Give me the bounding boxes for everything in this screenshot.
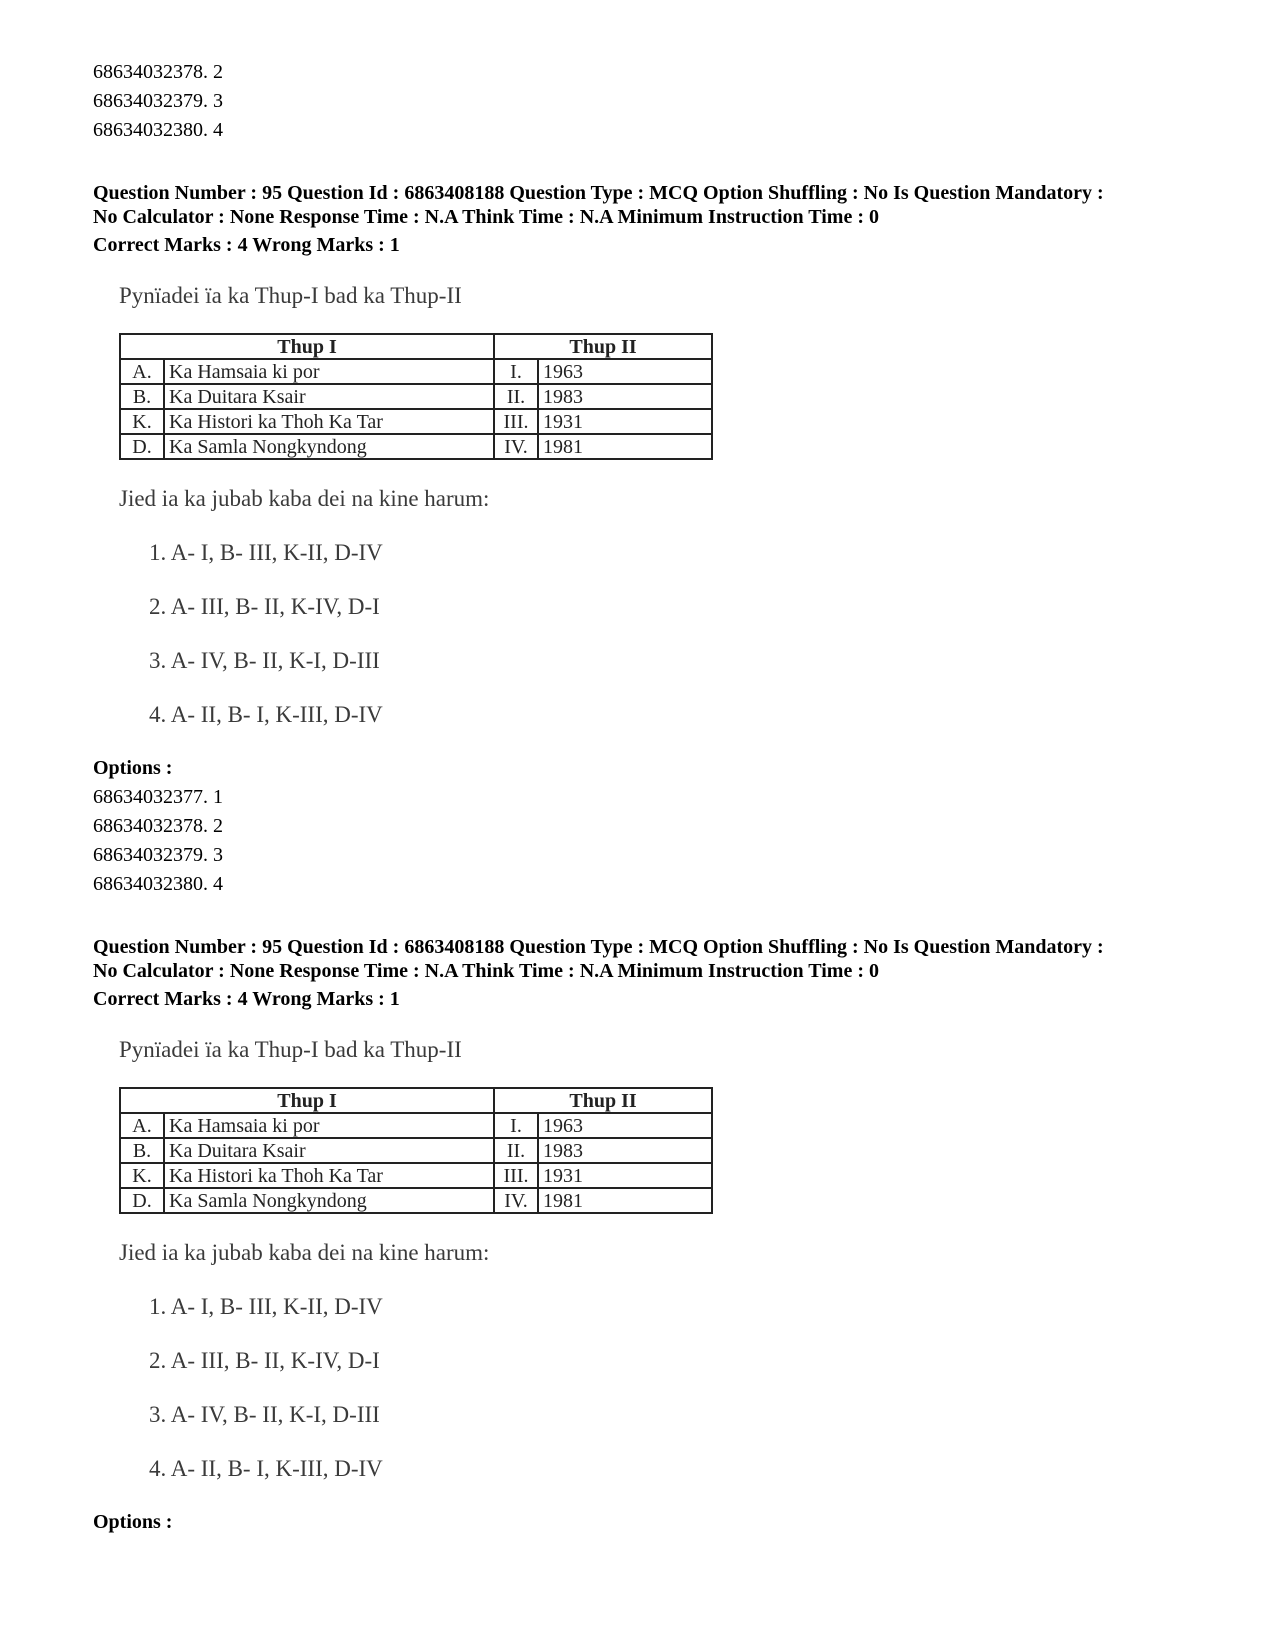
match-table: [119, 333, 713, 460]
row-roman: IV.: [494, 434, 538, 459]
match-table: [119, 1087, 713, 1214]
row-name: Ka Hamsaia ki por: [164, 1113, 494, 1138]
row-label: B.: [120, 384, 164, 409]
row-label: B.: [120, 1138, 164, 1163]
row-label: A.: [120, 1113, 164, 1138]
answer-choice: 3. A- IV, B- II, K-I, D-III: [149, 1402, 380, 1427]
row-year: 1931: [538, 1163, 712, 1188]
row-name: Ka Samla Nongkyndong: [164, 434, 494, 459]
table-row: [120, 359, 712, 384]
question-meta-line-1: Question Number : 95 Question Id : 6863408188 Question Type : MCQ Option Shuffling : No Is Question Mandatory :: [93, 182, 1104, 204]
row-label: D.: [120, 1188, 164, 1213]
table-row: [120, 1163, 712, 1188]
option-line: 68634032380. 4: [93, 873, 223, 895]
row-roman: I.: [494, 359, 538, 384]
col2-header: Thup II: [494, 334, 712, 359]
row-year: 1963: [538, 1113, 712, 1138]
row-roman: IV.: [494, 1188, 538, 1213]
answer-choice: 1. A- I, B- III, K-II, D-IV: [149, 1294, 383, 1319]
row-name: Ka Histori ka Thoh Ka Tar: [164, 1163, 494, 1188]
options-heading: Options :: [93, 757, 173, 779]
answer-choice: 3. A- IV, B- II, K-I, D-III: [149, 648, 380, 673]
question-instruction: Jied ia ka jubab kaba dei na kine harum:: [119, 486, 490, 511]
row-name: Ka Samla Nongkyndong: [164, 1188, 494, 1213]
question-meta-line-1: Question Number : 95 Question Id : 6863408188 Question Type : MCQ Option Shuffling : No Is Question Mandatory :: [93, 936, 1104, 958]
question-meta-line-2: No Calculator : None Response Time : N.A Think Time : N.A Minimum Instruction Time : 0: [93, 206, 879, 228]
top-options: [93, 58, 1213, 145]
answer-choice: 1. A- I, B- III, K-II, D-IV: [149, 540, 383, 565]
row-year: 1981: [538, 1188, 712, 1213]
row-label: K.: [120, 409, 164, 434]
option-line: 68634032379. 3: [93, 90, 223, 112]
option-line: 68634032377. 1: [93, 786, 223, 808]
row-roman: III.: [494, 1163, 538, 1188]
row-label: A.: [120, 359, 164, 384]
table-row: [120, 1188, 712, 1213]
table-row: [120, 384, 712, 409]
row-year: 1981: [538, 434, 712, 459]
answer-choice: 4. A- II, B- I, K-III, D-IV: [149, 1456, 383, 1481]
row-name: Ka Hamsaia ki por: [164, 359, 494, 384]
question-instruction: Jied ia ka jubab kaba dei na kine harum:: [119, 1240, 490, 1265]
row-year: 1963: [538, 359, 712, 384]
answer-choice: 2. A- III, B- II, K-IV, D-I: [149, 594, 380, 619]
question-marks: Correct Marks : 4 Wrong Marks : 1: [93, 234, 400, 256]
question-image: [119, 1035, 1213, 1484]
question-meta-line-2: No Calculator : None Response Time : N.A Think Time : N.A Minimum Instruction Time : 0: [93, 960, 879, 982]
question-block-1: [93, 181, 1213, 899]
option-line: 68634032378. 2: [93, 815, 223, 837]
row-label: K.: [120, 1163, 164, 1188]
table-row: [120, 1138, 712, 1163]
row-name: Ka Duitara Ksair: [164, 384, 494, 409]
row-name: Ka Histori ka Thoh Ka Tar: [164, 409, 494, 434]
question-image: [119, 281, 1213, 730]
option-line: 68634032380. 4: [93, 119, 223, 141]
col1-header: Thup I: [120, 1088, 494, 1113]
row-year: 1931: [538, 409, 712, 434]
col1-header: Thup I: [120, 334, 494, 359]
question-prompt: Pynïadei ïa ka Thup-I bad ka Thup-II: [119, 1037, 462, 1062]
row-roman: III.: [494, 409, 538, 434]
row-roman: II.: [494, 1138, 538, 1163]
row-roman: I.: [494, 1113, 538, 1138]
answer-choice: 4. A- II, B- I, K-III, D-IV: [149, 702, 383, 727]
row-year: 1983: [538, 384, 712, 409]
table-row: [120, 409, 712, 434]
col2-header: Thup II: [494, 1088, 712, 1113]
question-block-2: [93, 935, 1213, 1537]
row-year: 1983: [538, 1138, 712, 1163]
question-prompt: Pynïadei ïa ka Thup-I bad ka Thup-II: [119, 283, 462, 308]
question-marks: Correct Marks : 4 Wrong Marks : 1: [93, 988, 400, 1010]
table-row: [120, 434, 712, 459]
row-label: D.: [120, 434, 164, 459]
table-row: [120, 1113, 712, 1138]
option-line: 68634032379. 3: [93, 844, 223, 866]
document-page: [93, 58, 1213, 1537]
option-line: 68634032378. 2: [93, 61, 223, 83]
row-name: Ka Duitara Ksair: [164, 1138, 494, 1163]
row-roman: II.: [494, 384, 538, 409]
answer-choice: 2. A- III, B- II, K-IV, D-I: [149, 1348, 380, 1373]
options-heading: Options :: [93, 1511, 173, 1533]
